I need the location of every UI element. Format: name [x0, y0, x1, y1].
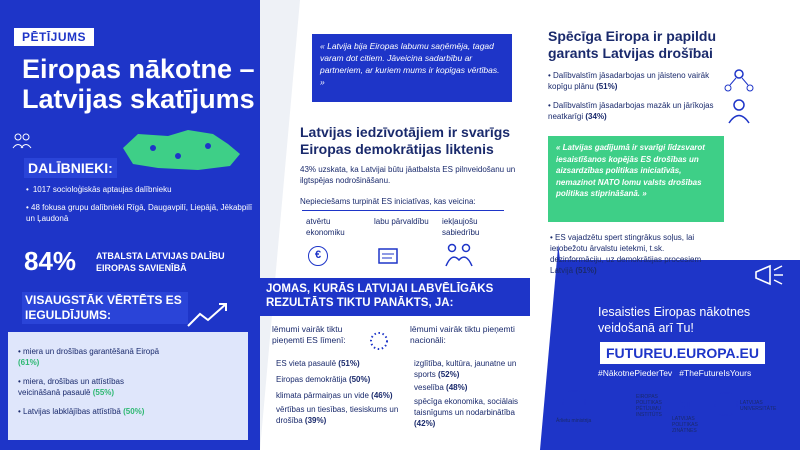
eu-item: Eiropas demokrātija (50%)	[276, 375, 371, 384]
growth-chart-icon	[186, 300, 230, 330]
euro-icon: €	[308, 246, 328, 266]
divider	[302, 210, 504, 211]
initiative-label: atvērtu ekonomiku	[306, 217, 345, 237]
participants-item: • 1017 socioloģiskās aptaujas dalībnieku	[26, 184, 256, 195]
logo-label: LATVIJAS UNIVERSITĀTE	[740, 400, 777, 412]
participants-title: DALĪBNIEKI:	[24, 158, 117, 178]
initiative-label: iekļaujošu sabiedrību	[442, 217, 480, 237]
person-icon	[726, 98, 752, 124]
support-text: ATBALSTA LATVIJAS DALĪBU EIROPAS SAVIENĪBĀ	[96, 251, 225, 273]
megaphone-icon	[752, 258, 786, 292]
network-people-icon	[724, 68, 754, 94]
democracy-title: Latvijas iedzīvotājiem ir svarīgs Eiropas demokrātijas liktenis	[300, 124, 511, 157]
people-icon	[12, 132, 32, 152]
national-item: veselība (48%)	[414, 383, 468, 392]
logo-label: EIROPAS POLITIKAS PĒTĪJUMU INSTITŪTS	[636, 394, 662, 418]
top-values-item: • miera, drošības un attīstības veicināšanā pasaulē (55%)	[18, 377, 124, 397]
national-item: izglītība, kultūra, jaunatne un sports (52%)	[414, 359, 517, 379]
security-item: • Dalībvalstīm jāsadarbojas un jāisteno vairāk kopīgu plānu (51%)	[548, 71, 710, 91]
national-item: spēcīga ekonomika, sociālais taisnīgums un nodarbinātība (42%)	[414, 397, 519, 428]
eu-item: vērtības un tiesības, tiesiskums un drošība (39%)	[276, 405, 399, 425]
eu-level-head: lēmumi vairāk tiktu pieņemti ES līmenī:	[272, 324, 346, 345]
latvia-map-icon	[118, 126, 248, 174]
quote-box-1: « Latvija bija Eiropas labumu saņēmēja, tagad varam dot citiem. Jāveicina sadarbību ar partneriem, ar kuriem mums ir kopīgas vērtības. »	[312, 34, 512, 102]
eu-item: ES vieta pasaulē (51%)	[276, 359, 360, 368]
national-head: lēmumi vairāk tiktu pieņemti nacionāli:	[410, 324, 515, 345]
university-logo	[714, 392, 738, 416]
top-values-item: • miera un drošības garantēšanā Eiropā (61%)	[18, 347, 160, 367]
ministry-logo	[562, 390, 586, 414]
eu-flag-logo	[610, 394, 632, 410]
cta-text: Iesaisties Eiropas nākotnes veidošanā arī Tu!	[598, 305, 751, 335]
site-link[interactable]: FUTUREU.EUROPA.EU	[600, 342, 765, 364]
democracy-subtitle: Nepieciešams turpināt ES iniciatīvas, kas veicina:	[300, 197, 476, 206]
initiative-label: labu pārvaldību	[374, 217, 429, 226]
security-title: Spēcīga Eiropa ir papildu garants Latvijas drošībai	[548, 28, 717, 61]
quote-box-2: « Latvijas gadījumā ir svarīgi līdzsvarot iesaistīšanos kopējās ES drošības un aizsardzības politikas iniciatīvās, nemazinot NATO lomu valsts drošības politikas stiprināšanā. »	[548, 136, 724, 222]
support-percent: 84%	[24, 246, 77, 276]
logo-label: LATVIJAS POLITIKAS ZINĀTNES	[672, 416, 698, 434]
page-title: Eiropas nākotne – Latvijas skatījums	[22, 54, 255, 114]
people-handshake-icon	[444, 242, 474, 268]
study-tag: PĒTĪJUMS	[14, 28, 94, 46]
logo-label: Ārlietu ministrija	[556, 418, 592, 424]
results-title: JOMAS, KURĀS LATVIJAI LABVĒLĪGĀKS REZULTĀTS TIKTU PANĀKTS, JA:	[258, 278, 530, 316]
political-science-logo: π	[680, 396, 693, 413]
document-icon	[376, 244, 402, 268]
eu-item: klimata pārmaiņas un vide (46%)	[276, 391, 393, 400]
top-values-item: • Latvijas labklājības attīstībā (50%)	[18, 407, 145, 416]
top-values-title: VISAUGSTĀK VĒRTĒTS ES IEGULDĪJUMS:	[22, 292, 188, 324]
hashtags: #NākotnePiederTev #TheFutureIsYours	[598, 368, 752, 378]
misinfo-item: • ES vajadzētu spert stingrākus soļus, lai ierobežotu ārvalstu ietekmi, t.sk. dezinformāciju, uz demokrātijas procesiem Latvijā (51%)	[550, 233, 702, 275]
participants-item: • 48 fokusa grupu dalībnieki Rīgā, Daugavpilī, Liepājā, Jēkabpilī un Ļaudonā	[26, 203, 253, 223]
eu-stars-icon	[368, 330, 390, 352]
democracy-text: 43% uzskata, ka Latvijai būtu jāatbalsta ES pilnveidošanu un ilgtspējas nodrošināšanu.	[300, 165, 516, 185]
security-item: • Dalībvalstīm jāsadarbojas mazāk un jārīkojas neatkarīgi (34%)	[548, 101, 714, 121]
